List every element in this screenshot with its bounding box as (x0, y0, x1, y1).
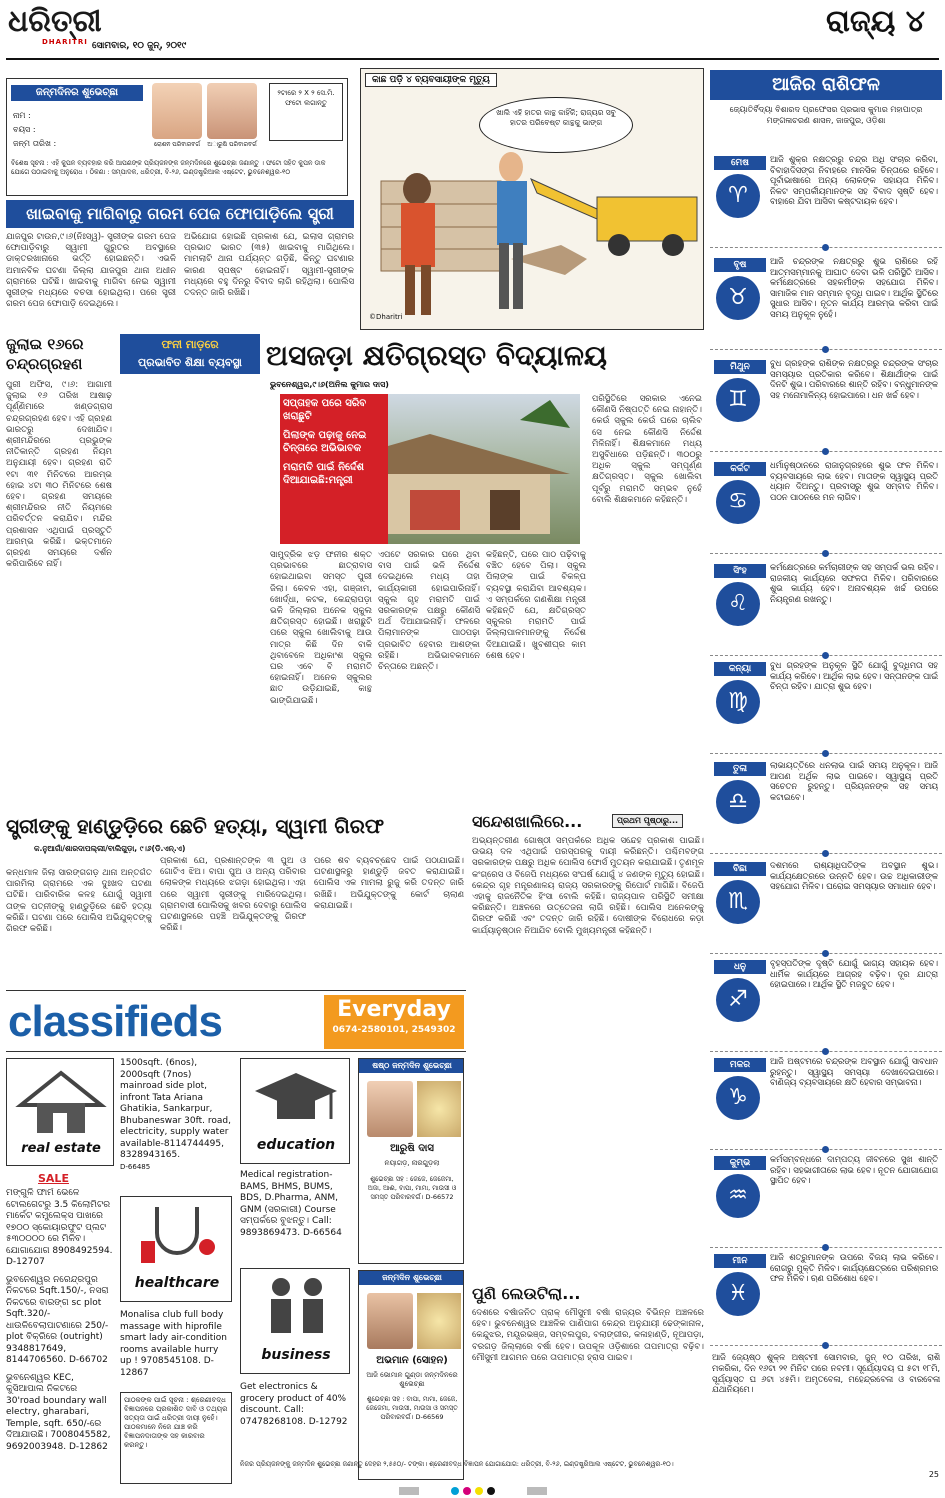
newspaper-logo: ଧରିତ୍ରୀ (8, 4, 102, 39)
rasi-dhanu-text: ବୃହସ୍ପତିଙ୍କ ଦୃଷ୍ଟି ଯୋଗୁଁ ଭାଗ୍ୟ ସହାୟକ ହେବ। ଧାର୍ମିକ କାର୍ଯ୍ୟରେ ଆଗ୍ରହ ବଢ଼ିବ। ଦୂର ଯାତ୍ରା ହୋଇପାରେ। ଆର୍ଥିକ ସ୍ଥିତି ମଜବୁତ ହେବ। (770, 958, 938, 990)
pisces-icon: ♓ (716, 1272, 760, 1316)
horoscope-byline: ଜ୍ୟୋତିର୍ବିଦ୍ୟା ବିଶାରଦ ପ୍ରଫେସର ପ୍ରଭାସ କୁମାର ମହାପାତ୍ର ମଙ୍ଗଳାଚରଣ ଶାସନ, ଜାଜପୁର, ଓଡ଼ିଶା (729, 105, 923, 125)
cartoon-drawing (361, 69, 705, 331)
rasi-simha-label: ସିଂହ (714, 564, 766, 578)
feature-bullet-3: ମରାମତି ପାଇଁ ନିର୍ଦ୍ଦେଶ ଦିଆଯାଇଛି:ମନ୍ତ୍ରୀ (283, 462, 364, 486)
rasi-bichha (710, 856, 942, 954)
healthcare-ad: Monalisa club full body massage with hiprofile smart lady air-condition rooms available hurry up ! 9708545108. D-12867 (120, 1310, 227, 1378)
rasi-tula-text: ଲାଭାୟତ୍ତିରେ ଧନଲାଭ ପାଇଁ ସମୟ ଅନୁକୂଳ। ଆଜି ଆପଣ ଅର୍ଥିକ ଲାଭ ପାଇବେ। ସ୍ୱାସ୍ଥ୍ୟ ପ୍ରତି ସଚେତନ ରୁହନ୍ତୁ। ପ୍ରିୟଜନଙ୍କ ସହ ସମୟ କଟାଇବେ। (770, 760, 938, 802)
real-estate-ad-icon (6, 1058, 114, 1166)
coupon-field-dob: ଜନ୍ମ ତାରିଖ : (13, 139, 57, 148)
healthcare-label: healthcare (134, 1275, 220, 1291)
punei-headline: ପୁଣି ଲେଉଟିଲା... (472, 1284, 581, 1303)
birthday-ad-2-title: ଜନ୍ମଦିନ ଶୁଭେଚ୍ଛା (359, 1271, 464, 1285)
feature-col2: ଏପଟେ ସରକାର ଘରେ ଥିବା ବାସ ପାଇଁ ଭଳି ନିର୍ଦ୍ଦେଶ ଦେଇଥିଲେ ମଧ୍ୟ ତାହା କାର୍ଯ୍ୟକାରୀ ହୋଇପାରିନାହିଁ। ସ୍କୁଲ ଗୃହ ମରାମତି ପାଇଁ ସରକାରଙ୍କ ପକ୍ଷରୁ କୌଣସି ଅର୍ଥ ଦିଆଯାଇନାହିଁ। ଫଳରେ ପିଲାମାନଙ୍କ ପାଠପଢ଼ା ପ୍ରଭାବିତ ହେବାର ଆଶଙ୍କା ରହିଛି। ଅଭିଭାବକମାନେ ଚିନ୍ତାରେ ଅଛନ୍ତି। (378, 550, 480, 673)
classifieds-phone: 0674-2580101, 2549302 (332, 1025, 456, 1035)
murder-col3: ପରେ ଶବ ବ୍ୟବଚ୍ଛେଦ ପାଇଁ ପଠାଯାଇଛି। ଘଟଣାସ୍ଥଳରୁ ହାଣ୍ଡୁଡ଼ି ଜବତ କରାଯାଇଛି। ପୋଲିସ ଏକ ମାମଲା ରୁଜୁ କରି ତଦନ୍ତ ଜାରି ରଖିଛି। ଅଭିଯୁକ୍ତଙ୍କୁ କୋର୍ଟ ଚାଲାଣ କରାଯାଇଛି। (314, 856, 464, 911)
reg-mark (399, 1487, 419, 1495)
rasi-brusha-label: ବୃଷ (714, 258, 766, 272)
sagittarius-icon: ♐ (716, 978, 760, 1022)
registration-marks (0, 1484, 945, 1498)
reg-mark-magenta (463, 1487, 471, 1495)
rasi-brusha-text: ଆଜି ଚନ୍ଦ୍ରଙ୍କ ନକ୍ଷତ୍ରରୁ ଶୁଭ ରାଶିରେ ରହି ଆତ୍ମସମ୍ମାନକୁ ଆଘାତ ଦେବା ଭଳି ପରିସ୍ଥିତି ଆସିବ। କର୍ମକ୍ଷେତ୍ରରେ ସହକର୍ମୀଙ୍କ ସହଯୋଗ ମିଳିବ। ସାମାଜିକ ମାନ ସମ୍ମାନ ବୃଦ୍ଧି ପାଇବ। ଆର୍ଥିକ ସ୍ଥିତିରେ ସୁଧାର ଆସିବ। ନୂତନ କାର୍ଯ୍ୟ ଆରମ୍ଭ କରିବା ପାଇଁ ସମୟ ଅନୁକୂଳ ନୁହେଁ। (770, 256, 938, 319)
feature-kicker-line2: ପ୍ରଭାବିତ ଶିକ୍ଷା ବ୍ୟବସ୍ଥା (138, 356, 242, 369)
child-photo-2 (207, 83, 257, 139)
lead-story-headline: ଖାଇବାକୁ ମାଗିବାରୁ ଗରମ ପେଜ ଫୋପାଡ଼ିଲେ ସ୍ତ୍ରୀ (6, 200, 354, 228)
plot-ad (120, 1058, 234, 1184)
cartoon-title: କାଛ ପଡ଼ି ୪ ବ୍ୟବସାୟୀଙ୍କ ମୃତ୍ୟୁ (365, 73, 497, 87)
lead-story (6, 200, 354, 326)
rasi-kanya-text: ବୁଧ ଗ୍ରହଙ୍କ ଅନୁକୂଳ ସ୍ଥିତି ଯୋଗୁଁ ବୁଦ୍ଧିମତା ସହ କାର୍ଯ୍ୟ କରିବେ। ଆର୍ଥିକ ଲାଭ ହେବ। ସନ୍ତାନଙ୍କ ପାଇଁ ଚିନ୍ତା ରହିବ। ଯାତ୍ରା ଶୁଭ ହେବ। (770, 660, 938, 692)
lead-story-col2: ଅଭିଯୋଗ ହୋଇଛି ପ୍ରକାଶ ଯେ, ଇଲାସ ଗ୍ରାମର ପ୍ରଭାତ ଭାରତ (୩୫) ଖାଇବାକୁ ମାଗିଥିଲେ। ମାମଲାଟି ଥାନା ପର୍ଯ୍ୟନ୍ତ ଗଡ଼ିଛି, କିନ୍ତୁ ଘଟଣାର କାରଣ ସ୍ପଷ୍ଟ ହୋଇନାହିଁ। ସ୍ୱାମୀ-ସ୍ତ୍ରୀଙ୍କ ମଧ୍ୟରେ ବହୁ ଦିନରୁ ବିବାଦ ଲାଗି ରହିଥିଲା। ପୋଲିସ ତଦନ୍ତ ଜାରି ରଖିଛି। (184, 232, 354, 299)
coupon-field-age: ବୟସ : (13, 125, 36, 134)
photo-placeholder-note: ୨ଟାରେ ୨ X ୨ ସେ.ମି. ଫଟୋ ଲଗାନ୍ତୁ (269, 83, 343, 141)
rasi-mina (710, 1248, 942, 1346)
rasi-mithuna-text: ବୁଧ ଗ୍ରହଙ୍କ ରାଶିଙ୍କ ନକ୍ଷତ୍ରରୁ ଚନ୍ଦ୍ରଙ୍କ ସଂଚାର ସମସ୍ୟାର ପ୍ରତିକାର କରିବେ। ଶିକ୍ଷାର୍ଥୀଙ୍କ ପାଇଁ ଦିନଟି ଶୁଭ। ପରିବାରରେ ଶାନ୍ତି ରହିବ। ବନ୍ଧୁମାନଙ୍କ ସହ ମନୋମାଳିନ୍ୟ ହୋଇପାରେ। ଧନ ଖର୍ଚ୍ଚ ହେବ। (770, 358, 938, 400)
rasi-mesha-text: ଆଜି ଶୁକ୍ର ନକ୍ଷତ୍ରରୁ ଚନ୍ଦ୍ର ଅଧି ସଂଚାର କରିବା, ବିବାହାଦିସଙ୍ଗ ନିବାହରେ ମାନସିକ ଚିନ୍ତାରେ ରହିବେ। ପୂର୍ବାଭାଷାରେ ଅନ୍ୟ ଲୋକଙ୍କ ସହାୟତା ମିଳିବ। ନିକଟ ସମ୍ପର୍କୀୟମାନଙ୍କ ସହ ବିବାଦ ସୃଷ୍ଟି ହେବ। ବାହାରେ ଯିବା ଆସିବା କଷ୍ଟଦାୟକ ହେବ। (770, 154, 938, 207)
murder-col1: କନ୍ଧମାଳ ଜିଲା ସାରଙ୍ଗଗଡ଼ ଥାନା ଅନ୍ତର୍ଗତ ପାରମିଲା ଗ୍ରାମରେ ଏକ ଦୁଃଖଦ ଘଟଣା ଘଟିଛି। ପାରିବାରିକ କଳହ ଯୋଗୁଁ ସ୍ୱାମୀ ତାଙ୍କ ପତ୍ନୀଙ୍କୁ ହାଣ୍ଡୁଡ଼ିରେ ଛେଚି ହତ୍ୟା କରିଛି। ଘଟଣା ପରେ ପୋଲିସ ଅଭିଯୁକ୍ତଙ୍କୁ ଗିରଫ କରିଛି। (6, 868, 152, 935)
rasi-karkata-label: କର୍କଟ (714, 462, 766, 476)
rasi-kanya (710, 656, 942, 754)
rasi-karkata-text: ଧର୍ମାନୁଷ୍ଠାନରେ ରାଜାନୁଗ୍ରହରେ ଶୁଭ ଫଳ ମିଳିବ। ବ୍ୟବସାୟରେ ଲାଭ ହେବ। ମାତାଙ୍କ ସ୍ୱାସ୍ଥ୍ୟ ପ୍ରତି ଧ୍ୟାନ ଦିଅନ୍ତୁ। ପ୍ରବାସରୁ ଶୁଭ ସମ୍ବାଦ ମିଳିବ। ପଠନ ପାଠନରେ ମନ ଲାଗିବ। (770, 460, 938, 502)
murder-headline: ସ୍ତ୍ରୀଙ୍କୁ ହାଣ୍ଡୁଡ଼ିରେ ଛେଚି ହତ୍ୟା, ସ୍ୱାମୀ ଗିରଫ (6, 814, 385, 838)
birthday-ad-1-place: ନୟାଗଡ଼, ନାରଗୁଡ଼ଲା (384, 1159, 440, 1167)
rasi-mesha-label: ମେଷ (714, 156, 766, 170)
rasi-mina-label: ମୀନ (714, 1254, 766, 1268)
aries-icon: ♈ (716, 174, 760, 218)
divider-dot (822, 346, 829, 353)
birthday-ad-2 (358, 1270, 464, 1480)
rasi-mesha (710, 150, 942, 248)
birthday-ad-2-name: ଅଭମାନ (ସୋହନ) (376, 1355, 448, 1366)
punei-body: ଦେଶରେ ବର୍ଷାଜନିତ ପ୍ରାକ୍ ମୌସୁମୀ ବର୍ଷା ରାଜ୍ୟର ବିଭିନ୍ନ ଅଞ୍ଚଳରେ ହେବ। ଭୁବନେଶ୍ୱର ଆଞ୍ଚଳିକ ପାଣିପାଗ କେନ୍ଦ୍ର ଅନୁଯାୟୀ ଢେଙ୍କାନାଳ, କେନ୍ଦୁଝର, ମୟୂରଭଞ୍ଜ, ସମ୍ବଲପୁର, ବଲାଙ୍ଗୀର, କଳାହାଣ୍ଡି, ନୂଆପଡ଼ା, ବରଗଡ଼ ଜିଲ୍ଲାରେ ବର୍ଷା ହେବ। ଉପକୂଳ ଓଡ଼ିଶାରେ ତାପମାତ୍ରା ବଢ଼ିବ। ମୌସୁମୀ ଆଗମନ ପରେ ତାପମାତ୍ରା ହ୍ରାସ ପାଇବ। (472, 1308, 704, 1363)
masthead-rule (6, 58, 939, 60)
education-ad-icon (240, 1058, 350, 1164)
cartoon-credit: ©Dharitri (369, 313, 403, 321)
feature-story (120, 334, 704, 804)
feature-kicker (120, 334, 260, 374)
horoscope-title: ଆଜିର ରାଶିଫଳ (710, 70, 942, 100)
feature-col3: କହିଛନ୍ତି, ଘରେ ପାଠ ପଢ଼ିବାକୁ ବଞ୍ଚିତ ହେବେ ପିଲା। ସ୍କୁଲ ପିଲାଙ୍କ ପାଇଁ ବିକଳ୍ପ ବ୍ୟବସ୍ଥା କରାଯିବା ଆବଶ୍ୟକ। ଏ ସମ୍ପର୍କରେ ଗଣଶିକ୍ଷା ମନ୍ତ୍ରୀ କହିଛନ୍ତି ଯେ, କ୍ଷତିଗ୍ରସ୍ତ ସ୍କୁଲର ମରାମତି ପାଇଁ ଜିଲ୍ଲାପାଳମାନଙ୍କୁ ନିର୍ଦ୍ଦେଶ ଦିଆଯାଇଛି। ଖୁବଶୀଘ୍ର କାମ ଶେଷ ହେବ। (486, 550, 586, 661)
birthday-coupon (6, 78, 348, 196)
coupon-field-name: ନାମ : (13, 111, 31, 120)
business-people-icon (241, 1269, 350, 1345)
sandeshkhali-story (472, 812, 704, 1282)
rasi-bichha-text: ଦଶମରେ ରାଶ୍ୟାଧିପତିଙ୍କ ଅବସ୍ଥାନ ଶୁଭ। କାର୍ଯ୍ୟକ୍ଷେତ୍ରରେ ଉନ୍ନତି ହେବ। ଉଚ୍ଚ ଅଧିକାରୀଙ୍କ ସହଯୋଗ ମିଳିବ। ଘରୋଇ ସମସ୍ୟାର ସମାଧାନ ହେବ। (770, 860, 938, 892)
rasi-kanya-label: କନ୍ୟା (714, 662, 766, 676)
birthday-coupon-footnote: ବିଶେଷ ସୂଚନା : ଏହି କୁପନ ବ୍ୟବହାର କରି ଆପଣଙ୍କ ପ୍ରିୟଜନଙ୍କ ଜନ୍ମଦିନରେ ଶୁଭେଚ୍ଛା ଜଣାନ୍ତୁ । ଫଟୋ ସହିତ କୁପନ ଡାକ ଯୋଗେ ପଠାଇବାକୁ ଅନୁରୋଧ । ଠିକଣା : ସମ୍ପାଦକ, ଧରିତ୍ରୀ, ବି-୨୬, ଇଣ୍ଡଷ୍ଟ୍ରିଆଲ ଏଷ୍ଟେଟ, ଭୁବନେଶ୍ୱର-୧୦ (11, 159, 326, 176)
page-number: 25 (928, 1470, 939, 1479)
rasi-kumbha (710, 1150, 942, 1248)
eclipse-body: ପୁରୀ ଅଫିସ, ୯।୬: ଆଗାମୀ ଜୁଲାଇ ୧୬ ତାରିଖ ଆଷାଢ଼ ପୂର୍ଣ୍ଣିମାରେ ଖଣ୍ଡଗ୍ରାସ ଚନ୍ଦ୍ରଗ୍ରହଣ ହେବ। ଏହି ଗ୍ରହଣ ଭାରତରୁ ଦେଖାଯିବ। ଶ୍ରୀମନ୍ଦିରରେ ପ୍ରଭୁଙ୍କ ନୀତିକାନ୍ତି ଗ୍ରହଣ ନିୟମ ଅନୁଯାୟୀ ହେବ। ଗ୍ରହଣ ରାତି ୧ଟା ୩୧ ମିନିଟରେ ଆରମ୍ଭ ହୋଇ ୪ଟା ୩୦ ମିନିଟରେ ଶେଷ ହେବ। ଗ୍ରହଣ ସମୟରେ ଶ୍ରୀମନ୍ଦିରର ନୀତି ନିୟମରେ ପରିବର୍ତ୍ତନ କରାଯିବ। ମନ୍ଦିର ପ୍ରଶାସନ ଏଥିପାଇଁ ପ୍ରସ୍ତୁତି ଆରମ୍ଭ କରିଛି। ଭକ୍ତମାନେ ଗ୍ରହଣ ସମୟରେ ଦର୍ଶନ କରିପାରିବେ ନାହିଁ। (6, 380, 112, 570)
feature-headline: ଅସଜଡ଼ା କ୍ଷତିଗ୍ରସ୍ତ ବିଦ୍ୟାଳୟ (266, 339, 608, 372)
rasi-tula (710, 756, 942, 854)
classifieds-header (6, 990, 466, 1052)
child-photo-1 (152, 83, 202, 139)
healthcare-ad-icon (120, 1196, 232, 1302)
divider-dot (822, 1342, 829, 1349)
capricorn-icon: ♑ (716, 1076, 760, 1120)
rasi-dhanu-label: ଧନୁ (714, 960, 766, 974)
rasi-brusha (710, 252, 942, 350)
continued-from-front-tag: ପ୍ରଥମ ପୃଷ୍ଠାରୁ... (612, 814, 683, 828)
classifieds-everyday: Everyday (337, 997, 451, 1022)
birthday-ad-1-wish: ଶୁଭେଚ୍ଛା ସହ : ଜେଜେ, ଜେଜେମା, ଅଜା, ଆଈ, ବାପା, ମାମା, ମାଉସୀ ଓ ସମସ୍ତ ପରିବାରବର୍ଗ। D-66572 (367, 1175, 457, 1201)
birthday-ad-2-photo (367, 1293, 413, 1349)
sale-ad-3: ଭୁବନେଶ୍ୱର KEC, କୁସିଆପାଲ ନିକଟରେ 30'road boundary wall electry, gharabari, Temple, sqft. 650/-ରେ ଦିଆଯାଉଛି। 7008045582, 9692003948. D-12862 (6, 1372, 111, 1452)
photo-caption-2: ଅାରୁଷି ପରିବାରବର୍ଗ (207, 141, 257, 148)
rasi-bichha-label: ବିଛା (714, 862, 766, 876)
rasi-simha-text: କର୍ମକ୍ଷେତ୍ରରେ କର୍ମଚାରୀଙ୍କ ସହ ସମ୍ପର୍କ ଭଲ ରହିବ। ରାଜକୀୟ କାର୍ଯ୍ୟରେ ସଫଳତା ମିଳିବ। ପରିବାରରେ ଶୁଭ କାର୍ଯ୍ୟ ହେବ। ଅନାବଶ୍ୟକ ଖର୍ଚ୍ଚ ଉପରେ ନିୟନ୍ତ୍ରଣ ରଖନ୍ତୁ। (770, 562, 938, 604)
feature-col4: ପରିସ୍ଥିତିରେ ସରକାର ଏନେଇ କୌଣସି ନିଷ୍ପତ୍ତି ନେଇ ନାହାନ୍ତି। କେଉଁ ସ୍କୁଲ କେଉଁ ଘରେ ଚାଲିବ ସେ ନେଇ କୌଣସି ନିର୍ଦ୍ଦେଶ ମିଳିନାହିଁ। ଶିକ୍ଷକମାନେ ମଧ୍ୟ ଅସୁବିଧାରେ ପଡ଼ିଛନ୍ତି। ୩୦୦ରୁ ଅଧିକ ସ୍କୁଲ ସମ୍ପୂର୍ଣ୍ଣ କ୍ଷତିଗ୍ରସ୍ତ। ସ୍କୁଲ ଖୋଲିବା ପୂର୍ବରୁ ମରାମତି ସମ୍ଭବ ନୁହେଁ ବୋଲି ଶିକ୍ଷକମାନେ କହିଛନ୍ତି। (592, 394, 702, 505)
rasi-karkata (710, 456, 942, 554)
plot-ad-code: D-66485 (120, 1162, 151, 1171)
feature-dateline: ଭୁବନେଶ୍ୱର,୯।୬(ଅନିଲ କୁମାର ଦାସ) (270, 380, 389, 389)
classifieds-everyday-box (324, 995, 464, 1049)
birthday-ad-1-photo (367, 1081, 413, 1137)
rasi-tula-label: ତୁଳା (714, 762, 766, 776)
birthday-ad-1-title: ଷଷ୍ଠ ଜନ୍ମଦିନ ଶୁଭେଚ୍ଛା (359, 1059, 464, 1073)
rasi-kumbha-text: କର୍ମସମ୍ବନ୍ଧରେ ଦାମ୍ପତ୍ୟ ଜୀବନରେ ସୁଖ ଶାନ୍ତି ରହିବ। ସହଭାଗୀତାରେ ଲାଭ ହେବ। ନୂତନ ଯୋଗାଯୋଗ ସ୍ଥାପିତ ହେବ। (770, 1154, 938, 1186)
feature-bullets (280, 394, 388, 544)
libra-icon: ♎ (716, 780, 760, 824)
reg-mark-yellow (475, 1487, 483, 1495)
education-label: education (256, 1137, 336, 1153)
eclipse-headline: ଜୁଲାଇ ୧୬ରେ ଚନ୍ଦ୍ରଗ୍ରହଣ (6, 335, 84, 373)
feature-bullet-2: ପିଲାଙ୍କ ପଢ଼ାକୁ ନେଇ ଚିନ୍ତାରେ ଅଭିଭାବକ (283, 430, 367, 454)
rasi-mithuna-label: ମିଥୁନ (714, 360, 766, 374)
divider-dot (822, 448, 829, 455)
birthday-ad-2-place: ଆଜି ଭୋମାନ ଗୁଣ୍ଡା ଜନ୍ମଦିନରେ ଶୁଭେଚ୍ଛା (366, 1371, 458, 1388)
birthday-coupon-fields (13, 109, 143, 151)
birthday-ad-2-flowers (417, 1293, 461, 1349)
rasi-kumbha-label: କୁମ୍ଭ (714, 1156, 766, 1170)
newspaper-logo-sub: DHARITRI (42, 38, 88, 46)
punei-story (472, 1284, 704, 1480)
business-label: business (261, 1347, 331, 1363)
birthday-ad-1-flowers (417, 1081, 461, 1137)
cancer-icon: ♋ (716, 480, 760, 524)
classifieds-title: classifieds (8, 997, 223, 1046)
house-icon (7, 1059, 114, 1139)
sandeshkhali-headline: ସନ୍ଦେଶଖାଲିରେ... (472, 812, 583, 831)
murder-story (6, 812, 464, 988)
photo-caption-1: ରୋଶନ ପରିବାରବର୍ଗ (153, 141, 201, 148)
leo-icon: ♌ (716, 582, 760, 626)
masthead (0, 0, 945, 58)
sale-ads (6, 1188, 114, 1488)
birthday-coupon-title: ଜନ୍ମଦିନର ଶୁଭେଚ୍ଛା (11, 85, 143, 101)
reg-mark (527, 1487, 547, 1495)
stethoscope-icon (121, 1197, 232, 1273)
birthday-ad-1-name: ଆରୁଷି ଦାସ (390, 1143, 434, 1154)
business-ad-icon (240, 1268, 350, 1374)
taurus-icon: ♉ (716, 276, 760, 320)
issue-date: ସୋମବାର, ୧୦ ଜୁନ୍, ୨୦୧୯ (92, 41, 187, 51)
scorpio-icon: ♏ (716, 880, 760, 924)
editorial-cartoon (360, 68, 704, 330)
birthday-ad-1 (358, 1058, 464, 1264)
sale-ad-1: ମଙ୍ଗୁଳି ଫାର୍ମ ଭେଳେ ଟୋଲଗେଟରୁ 3.5 କିଲୋମିଟର ମାର୍କେଟ କମ୍ପ୍ଲେକ୍ସ ପାଖରେ ୧୭୦୦ ସ୍କୋୟାରଫୁଟ ପ୍ଲଟ ୫୩୦୦୦୦ ରେ ମିଳିବ। ଯୋଗାଯୋଗ 8908492594. D-12707 (6, 1188, 113, 1267)
sandeshkhali-body: ଅଭ୍ୟନ୍ତରୀଣ ଗୋଷ୍ଠୀ ସମ୍ପର୍କରେ ଅଧିକ ସନ୍ଦେହ ପ୍ରକାଶ ପାଇଛି। ଉଭୟ ଦଳ ଏଥିପାଇଁ ପରସ୍ପରକୁ ଦାୟୀ କରିଛନ୍ତି। ପଶ୍ଚିମବଙ୍ଗ ସରକାରଙ୍କ ପକ୍ଷରୁ ଅଧିକ ପୋଲିସ ଫୋର୍ସ ମୁତୟନ କରାଯାଇଛି। ତୃଣମୂଳ କଂଗ୍ରେସ ଓ ବିଜେପି ମଧ୍ୟରେ ସଂଘର୍ଷ ଯୋଗୁଁ ୪ ଜଣଙ୍କ ମୃତ୍ୟୁ ହୋଇଛି। କେନ୍ଦ୍ର ଗୃହ ମନ୍ତ୍ରଣାଳୟ ରାଜ୍ୟ ସରକାରଙ୍କୁ ରିପୋର୍ଟ ମାଗିଛି। ବିଜେପି ଏହାକୁ ରାଜନୈତିକ ହିଂସା ବୋଲି କହିଛି। ରାଜ୍ୟପାଳ ପରିସ୍ଥିତି ସମୀକ୍ଷା କରିଛନ୍ତି। ଅଞ୍ଚଳରେ ଉତ୍ତେଜନା ଲାଗି ରହିଛି। ପୋଲିସ ଅନେକଙ୍କୁ ଗିରଫ କରିଛି ଏବଂ ତଦନ୍ତ ଜାରି ରହିଛି। ଦୋଷୀଙ୍କ ବିରୋଧରେ କଡ଼ା କାର୍ଯ୍ୟାନୁଷ୍ଠାନ ନିଆଯିବ ବୋଲି ମୁଖ୍ୟମନ୍ତ୍ରୀ କହିଛନ୍ତି। (472, 836, 704, 936)
gemini-icon: ♊ (716, 378, 760, 422)
aquarius-icon: ♒ (716, 1174, 760, 1218)
lead-story-col1: ଯାଜପୁର ଟାଉନ,୯।୬(ନିଃସ୍ୱ)- ସ୍ତ୍ରୀଙ୍କ ଗରମ ପେଜ ଫୋପାଡ଼ିବାରୁ ସ୍ୱାମୀ ଗୁରୁତର ଅବସ୍ଥାରେ ଡାକ୍ତରଖାନାରେ ଭର୍ତ୍ତି ହୋଇଛନ୍ତି। ଏଭଳି ଅମାନବିକ ଘଟଣା ଜିଲ୍ଲା ଯାଜପୁର ଥାନା ଅଧୀନ ଗ୍ରାମରେ ଘଟିଛି। ଖାଇବାକୁ ମାଗିବା ନେଇ ସ୍ୱାମୀ ସ୍ତ୍ରୀଙ୍କ ମଧ୍ୟରେ ବଚସା ହୋଇଥିଲା। ପରେ ସ୍ତ୍ରୀ ଗରମ ପେଜ ଫୋପାଡ଼ି ଦେଇଥିଲେ। (6, 232, 176, 310)
rasi-makara (710, 1052, 942, 1150)
education-ad: Medical registration-BAMS, BHMS, BUMS, BDS, D.Pharma, ANM, GNM (ସରକାରୀ) Course ସମ୍ପର୍କରେ ବୁଝନ୍ତୁ। Call: 9893869473. D-66564 (240, 1170, 342, 1238)
feature-kicker-line1: ଫନୀ ମାଡ଼ରେ (161, 338, 219, 351)
feature-bullet-1: ସପ୍ତାହକ ପରେ ସରିବ ଖରାଛୁଟି (283, 398, 367, 422)
divider-dot (822, 550, 829, 557)
rasi-makara-label: ମକର (714, 1058, 766, 1072)
eclipse-story (6, 334, 112, 800)
panchang: ଆଜି ଜ୍ୟେଷ୍ଠ ଶୁକ୍ଳ ଅଷ୍ଟମୀ ସୋମବାର, ଜୁନ୍ ୧୦ ତାରିଖ, ରାଶି ମକରିକା, ଦିନ ୧୬ଟା ୨୧ ମିନିଟ ପରେ ନବମୀ। ସୂର୍ଯ୍ୟୋଦୟ ଘ ୫ଟା ୧୮ମି, ସୂର୍ଯ୍ୟାସ୍ତ ଘ ୬ଟା ୪୫ମି। ଅମୃତବେଳା, ମହେନ୍ଦ୍ରବେଳା ଓ ବାରବେଳା ଯଥାନିୟମେ। (712, 1352, 940, 1395)
rasi-mithuna (710, 354, 942, 452)
reader-notice: ପାଠକଙ୍କ ପାଇଁ ସୂଚନା : ଶ୍ରେଣୀବଦ୍ଧ ବିଜ୍ଞାପନରେ ପ୍ରକାଶିତ ଦାବି ଓ ତଥ୍ୟର ସତ୍ୟତା ପାଇଁ ଧରିତ୍ରୀ ଦାୟୀ ନୁହେଁ। ପାଠକମାନେ ନିଜେ ଯାଞ୍ଚ କରି ବିଜ୍ଞାପନଦାତାଙ୍କ ସହ କାରବାର କରନ୍ତୁ। (120, 1392, 232, 1484)
business-ad: Get electronics & grocery product of 40% discount. Call: 07478268108. D-12792 (240, 1382, 348, 1427)
rasi-simha (710, 558, 942, 656)
sale-label: SALE (38, 1172, 69, 1185)
section-title: ରାଜ୍ୟ ୪ (825, 4, 925, 39)
cartoon-speech-bubble: ଖାଲି ଏହି ହାତର କାନ୍ଥ କାହିଁକି; ରାଜ୍ୟର ସବୁ ହାତର ପରିବେଷ୍ଟ କାନ୍ଥକୁ ଭାଙ୍ଗ (479, 97, 633, 153)
rasi-mina-text: ଆଜି ଶତ୍ରୁମାନଙ୍କ ଉପରେ ବିଜୟ ଲାଭ କରିବେ। ରୋଗରୁ ମୁକ୍ତି ମିଳିବ। କାର୍ଯ୍ୟକ୍ଷେତ୍ରରେ ପରିଶ୍ରମର ଫଳ ମିଳିବ। ଋଣ ପରିଶୋଧ ହେବ। (770, 1252, 938, 1284)
virgo-icon: ♍ (716, 680, 760, 724)
divider-dot (822, 244, 829, 251)
rasi-dhanu (710, 954, 942, 1052)
plot-ad-text: 1500sqft. (6nos), 2000sqft (7nos) mainroad side plot, infront Tata Ariana Ghatikia, Sankarpur, Bhubaneswar 30ft. road, electricity, supply water available-8114744495, 8328943165. (120, 1058, 231, 1160)
reg-mark-cyan (451, 1487, 459, 1495)
feature-col1: ସାମୁଦ୍ରିକ ଝଡ଼ ଫନୀର ଶକ୍ତ ପ୍ରଭାବରେ ଛାତ୍ରାବାସ ହୋଇଥାଇବା ସମସ୍ତ ପୁରୀ ଜିଲା। କେବଳ ଏହା, ଗଞ୍ଜାମ, ଖୋର୍ଦ୍ଧା, କଟକ, କେନ୍ଦ୍ରାପଡ଼ା ଭଳି ଜିଲ୍ଲାର ଅନେକ ସ୍କୁଲ କ୍ଷତିଗ୍ରସ୍ତ ହୋଇଛି। ଖରାଛୁଟି ପରେ ସ୍କୁଲ ଖୋଲିବାକୁ ଆଉ ମାତ୍ର କିଛି ଦିନ ବାକି ଥିବାବେଳେ ଅଧିକାଂଶ ସ୍କୁଲ ଘର ଏବେ ବି ମରାମତି ହୋଇନାହିଁ। ଅନେକ ସ୍କୁଲର ଛାତ ଉଡ଼ିଯାଇଛି, କାନ୍ଥ ଭାଙ୍ଗିଯାଇଛି। (270, 550, 372, 706)
murder-dateline: କ.ନୁଆଗାଁ/ଶାରଦାପଲ୍ଲୀ/ବାଲିଗୁଡ଼ା, ୯।୬(ଡି.ଏନ୍.ଏ) (34, 844, 186, 853)
sale-ad-2: ଭୁବନେଶ୍ୱର ନରେନ୍ଦ୍ରପୁର ନିକଟରେ Sqft.150/-, ନସରା ନିକଟରେ ବାରଙ୍ଗ sc plot Sqft.320/- ଧାଉଳିବେଲାପାଟଣାରେ 250/- plot ବିକ୍ରିରେ (outright) 9348817649, 8144706560. D-66702 (6, 1274, 109, 1365)
rasi-makara-text: ଆଜି ଅଷ୍ଟମରେ ଚନ୍ଦ୍ରଙ୍କ ଅବସ୍ଥାନ ଯୋଗୁଁ ସାବଧାନ ରୁହନ୍ତୁ। ସ୍ୱାସ୍ଥ୍ୟ ସମସ୍ୟା ଦେଖାଦେଇପାରେ। ବାଣିଜ୍ୟ ବ୍ୟବସାୟରେ କ୍ଷତି ହେବାର ସମ୍ଭାବନା। (770, 1056, 938, 1088)
reg-mark-black (487, 1487, 495, 1495)
murder-col2: ପ୍ରକାଶ ଯେ, ପ୍ରଶାନ୍ତଙ୍କ ୩ ପୁଅ ଓ ଗୋଟିଏ ଝିଅ। ବାପା ପୁଅ ଓ ଅନ୍ୟ ପରିବାର ଲୋକଙ୍କ ମଧ୍ୟରେ ଝଗଡ଼ା ହୋଇଥିଲା। ଏହା ପରେ ସ୍ୱାମୀ ସ୍ତ୍ରୀଙ୍କୁ ମାରିଦେଇଥିଲା। ଗ୍ରାମବାସୀ ପୋଲିସକୁ ଖବର ଦେବାରୁ ପୋଲିସ ଘଟଣାସ୍ଥଳରେ ପହଞ୍ଚି ଅଭିଯୁକ୍ତଙ୍କୁ ଗିରଫ କରିଛି। (160, 856, 306, 934)
footer-notice: ନିଜର ପ୍ରିୟଜନଙ୍କୁ ଜନ୍ମଦିନ ଶୁଭେଚ୍ଛା ଜଣାନ୍ତୁ ଦେହର ୨,୫୫୦/- ଟଙ୍କା। ଶ୍ରେଣୀବଦ୍ଧ ବିଜ୍ଞାପନ ଯୋଗାଯୋଗ: ଧରିତ୍ରୀ, ବି-୨୬, ଇଣ୍ଡଷ୍ଟ୍ରିଆଲ ଏଷ୍ଟେଟ, ଭୁବନେଶ୍ୱର-୧୦। (240, 1460, 674, 1468)
birthday-ad-2-wish: ଶୁଭେଚ୍ଛା ସହ : ବାପା, ମାମା, ଜେଜେ, ଜେଜେମା, ମାଉସୀ, ମାଉସା ଓ ସମସ୍ତ ପରିବାରବର୍ଗ। D-66569 (366, 1395, 458, 1421)
real-estate-label: real estate (21, 1141, 101, 1156)
graduation-cap-icon (241, 1059, 350, 1135)
